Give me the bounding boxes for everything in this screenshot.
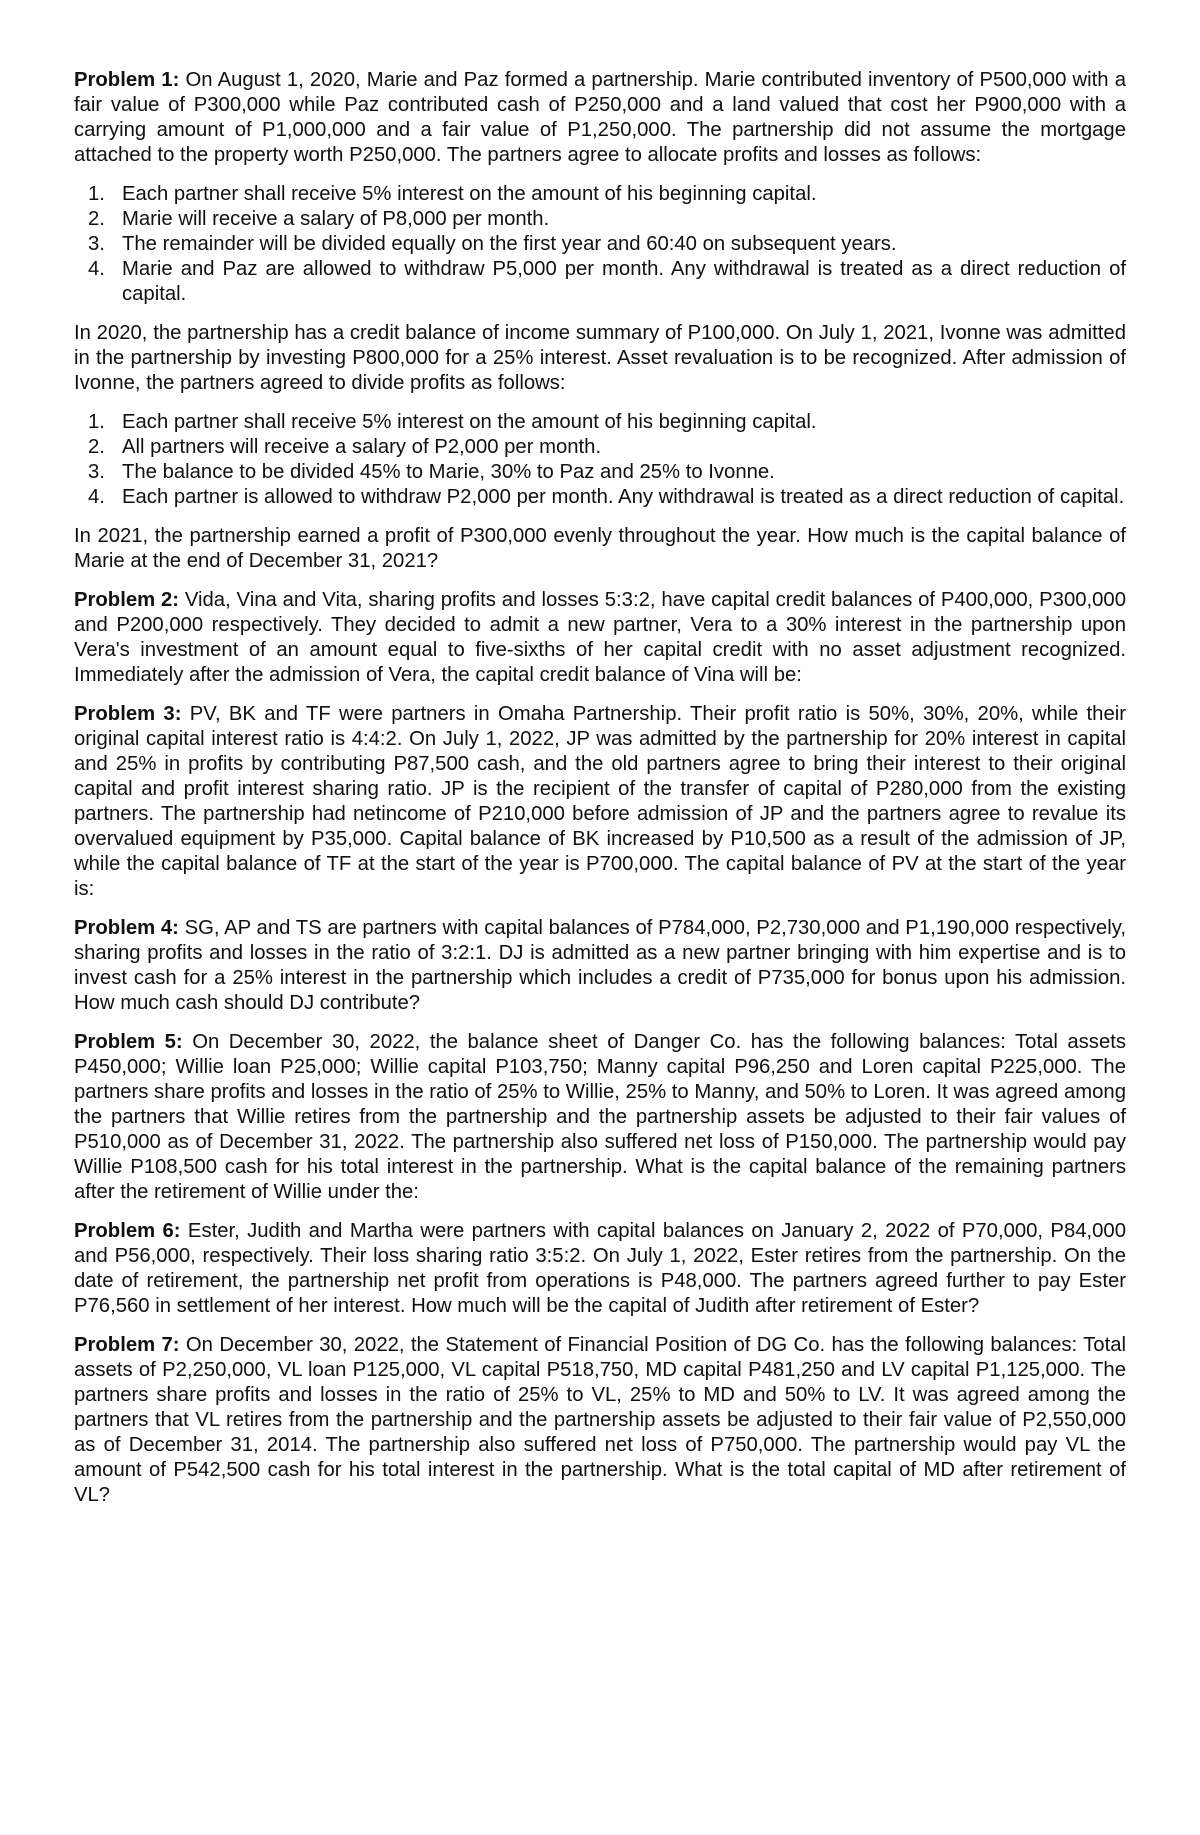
problem-4-label: Problem 4: (74, 917, 179, 939)
list-item: 3. The remainder will be divided equally on the first year and 60:40 on subsequent years. (88, 233, 897, 255)
problem-4 (74, 916, 1126, 1016)
list-item: 3. The balance to be divided 45% to Marie, 30% to Paz and 25% to Ivonne. (88, 461, 775, 483)
list-item: 4. Each partner is allowed to withdraw P2,000 per month. Any withdrawal is treated as a direct reduction of capital. (88, 486, 1125, 508)
problem-3-label: Problem 3: (74, 703, 182, 725)
problem-7-text: On December 30, 2022, the Statement of Financial Position of DG Co. has the following balances: Total assets of P2,250,000, VL loan P125,000, VL capital P518,750, MD capital P481,250 and LV capital P1,125,000. The partners share profits and losses in the ratio of 25% to VL, 25% to MD and 50% to LV. It was agreed among the partners that VL retires from the partnership and the partnership assets be adjusted to their fair value of P2,550,000 as of December 31, 2014. The partnership also suffered net loss of P750,000. The partnership would pay VL the amount of P542,500 cash for his total interest in the partnership. What is the total capital of MD after retirement of VL? (74, 1334, 1126, 1506)
problem-6-label: Problem 6: (74, 1220, 181, 1242)
problem-1-label: Problem 1: (74, 69, 180, 91)
problem-3-text: PV, BK and TF were partners in Omaha Partnership. Their profit ratio is 50%, 30%, 20%, while their original capital interest ratio is 4:4:2. On July 1, 2022, JP was admitted by the partnership for 20% interest in capital and 25% in profits by contributing P87,500 cash, and the old partners agree to bring their interest to their original capital and profit interest sharing ratio. JP is the recipient of the transfer of capital of P280,000 from the existing partners. The partnership had netincome of P210,000 before admission of JP and the partners agree to revalue its overvalued equipment by P35,000. Capital balance of BK increased by P10,500 as a result of the admission of JP, while the capital balance of TF at the start of the year is P700,000. The capital balance of PV at the start of the year is: (74, 703, 1126, 900)
list-item: 2. All partners will receive a salary of P2,000 per month. (88, 436, 602, 458)
problem-7-label: Problem 7: (74, 1334, 180, 1356)
problem-7 (74, 1333, 1126, 1508)
list-item: 1. Each partner shall receive 5% interest on the amount of his beginning capital. (88, 183, 817, 205)
problem-2 (74, 588, 1126, 688)
problem-3 (74, 702, 1126, 902)
problem-1-question: In 2021, the partnership earned a profit of P300,000 evenly throughout the year. How much is the capital balance of Marie at the end of December 31, 2021? (74, 525, 1126, 572)
problem-6-text: Ester, Judith and Martha were partners with capital balances on January 2, 2022 of P70,000, P84,000 and P56,000, respectively. Their loss sharing ratio 3:5:2. On July 1, 2022, Ester retires from the partnership. On the date of retirement, the partnership net profit from operations is P48,000. The partners agreed further to pay Ester P76,560 in settlement of her interest. How much will be the capital of Judith after retirement of Ester? (74, 1220, 1126, 1317)
problem-5 (74, 1030, 1126, 1205)
problem-4-text: SG, AP and TS are partners with capital balances of P784,000, P2,730,000 and P1,190,000 respectively, sharing profits and losses in the ratio of 3:2:1. DJ is admitted as a new partner bringing with him expertise and is to invest cash for a 25% interest in the partnership which includes a credit of P735,000 for bonus upon his admission. How much cash should DJ contribute? (74, 917, 1126, 1014)
problem-1-admission-terms (74, 410, 1126, 510)
problem-1-middle: In 2020, the partnership has a credit balance of income summary of P100,000. On July 1, 2021, Ivonne was admitted in the partnership by investing P800,000 for a 25% interest. Asset revaluation is to be recognized. After admission of Ivonne, the partners agreed to divide profits as follows: (74, 322, 1126, 394)
problem-6 (74, 1219, 1126, 1319)
problem-5-text: On December 30, 2022, the balance sheet of Danger Co. has the following balances: Total assets P450,000; Willie loan P25,000; Willie capital P103,750; Manny capital P96,250 and Loren capital P225,000. The partners share profits and losses in the ratio of 25% to Willie, 25% to Manny, and 50% to Loren. It was agreed among the partners that Willie retires from the partnership and the partnership assets be adjusted to their fair values of P510,000 as of December 31, 2022. The partnership also suffered net loss of P150,000. The partnership would pay Willie P108,500 cash for his total interest in the partnership. What is the capital balance of the remaining partners after the retirement of Willie under the: (74, 1031, 1126, 1203)
list-item: 1. Each partner shall receive 5% interest on the amount of his beginning capital. (88, 411, 817, 433)
problem-1-initial-terms (74, 182, 1126, 307)
list-item: 2. Marie will receive a salary of P8,000 per month. (88, 208, 550, 230)
problem-1-intro-text: On August 1, 2020, Marie and Paz formed a partnership. Marie contributed inventory of P500,000 with a fair value of P300,000 while Paz contributed cash of P250,000 and a land valued that cost her P900,000 with a carrying amount of P1,000,000 and a fair value of P1,250,000. The partnership did not assume the mortgage attached to the property worth P250,000. The partners agree to allocate profits and losses as follows: (74, 69, 1126, 166)
problem-1-intro (74, 68, 1126, 168)
problem-5-label: Problem 5: (74, 1031, 183, 1053)
list-item: 4. Marie and Paz are allowed to withdraw P5,000 per month. Any withdrawal is treated as a direct reduction of capital. (88, 258, 1126, 305)
problem-2-text: Vida, Vina and Vita, sharing profits and losses 5:3:2, have capital credit balances of P400,000, P300,000 and P200,000 respectively. They decided to admit a new partner, Vera to a 30% interest in the partnership upon Vera's investment of an amount equal to five-sixths of her capital credit with no asset adjustment recognized. Immediately after the admission of Vera, the capital credit balance of Vina will be: (74, 589, 1126, 686)
problem-2-label: Problem 2: (74, 589, 180, 611)
